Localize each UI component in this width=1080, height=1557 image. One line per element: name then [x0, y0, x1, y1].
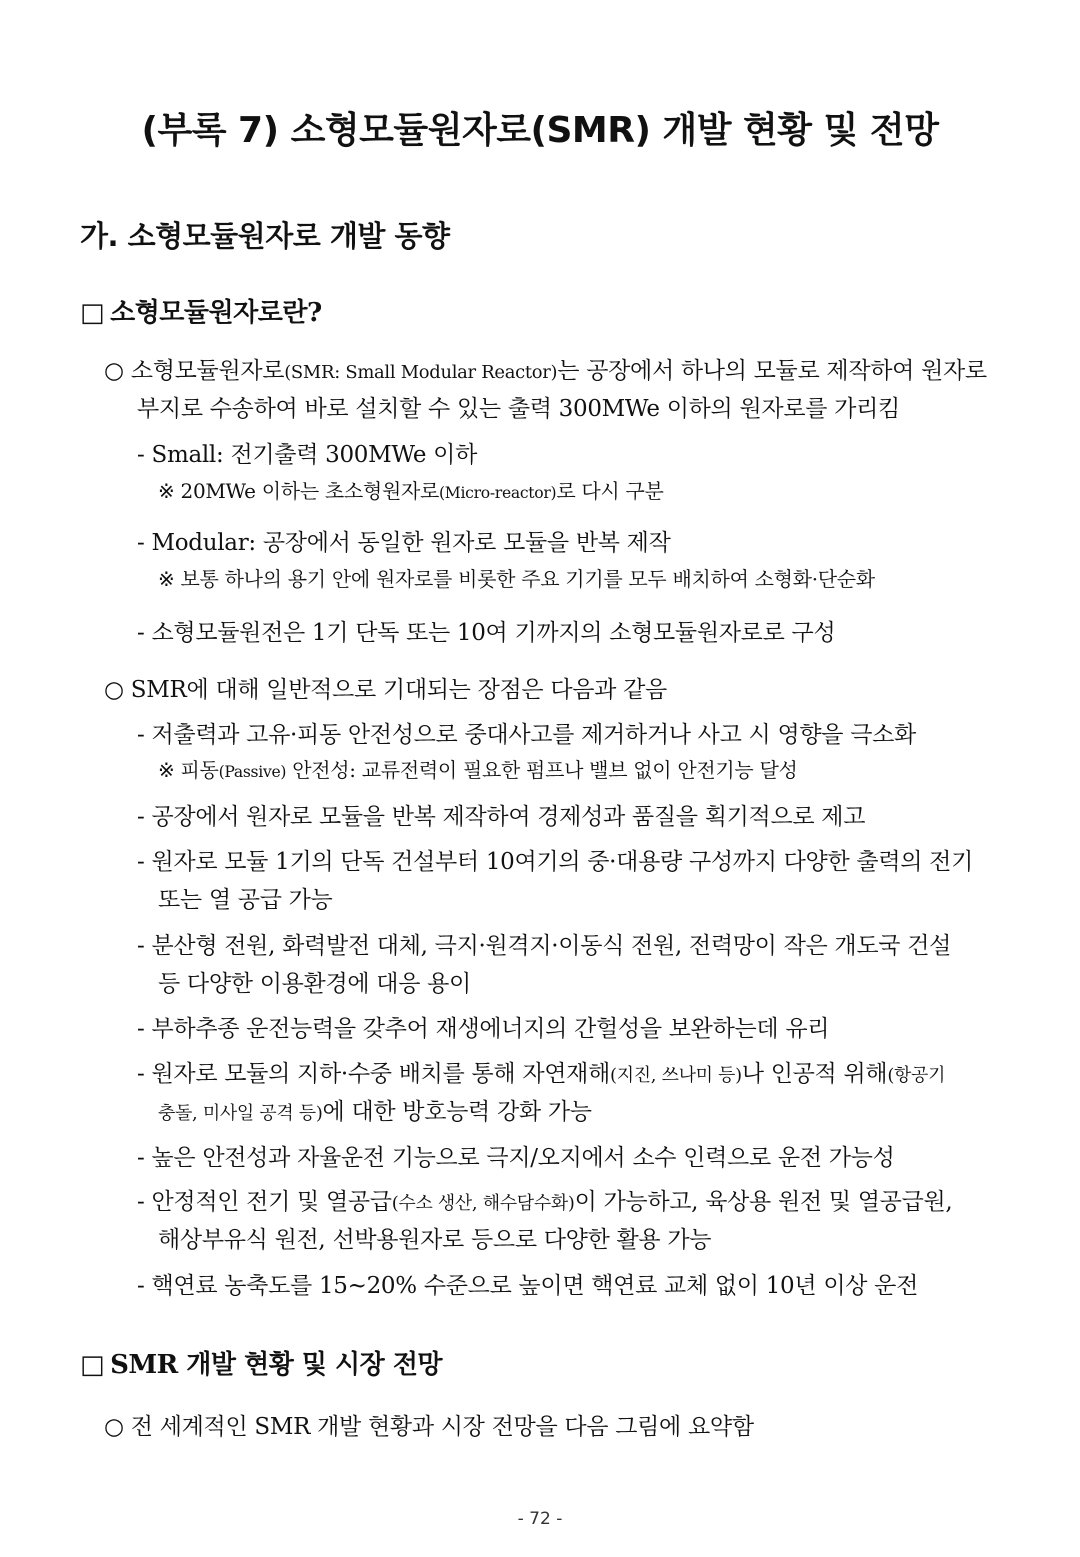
dash-bullet-icon: - [137, 849, 145, 875]
dash-bullet-icon: - [137, 804, 145, 830]
paragraph-smr-definition: ○ 소형모듈원자로(SMR: Small Modular Reactor)는 공장에서 하나의 모듈로 제작하여 원자로 [104, 358, 987, 384]
dash-item-output-range: - 원자로 모듈 1기의 단독 건설부터 10여기의 중·대용량 구성까지 다양한 출력의 전기 [137, 849, 973, 875]
circle-bullet-icon: ○ [104, 358, 124, 384]
dash-item-economy: - 공장에서 원자로 모듈을 반복 제작하여 경제성과 품질을 획기적으로 제고 [137, 804, 866, 830]
circle-bullet-icon: ○ [104, 1414, 124, 1440]
dash-item-modular: - Modular: 공장에서 동일한 원자로 모듈을 반복 제작 [137, 530, 671, 556]
section-heading-a: 가. 소형모듈원자로 개발 동향 [80, 219, 450, 253]
dash-bullet-icon: - [137, 933, 145, 959]
square-bullet-icon: □ [80, 1350, 105, 1380]
paragraph-smr-definition-cont: 부지로 수송하여 바로 설치할 수 있는 출력 300MWe 이하의 원자로를 가리킴 [137, 396, 900, 422]
page-number: - 72 - [517, 1509, 563, 1529]
dash-item-distributed-cont: 등 다양한 이용환경에 대응 용이 [158, 971, 471, 997]
reference-mark-icon: ※ [158, 758, 175, 782]
dash-item-protection: - 원자로 모듈의 지하·수중 배치를 통해 자연재해(지진, 쓰나미 등)나 인공적 위해(항공기 [137, 1061, 946, 1087]
circle-bullet-icon: ○ [104, 677, 124, 703]
subsection-heading-2 [80, 1344, 442, 1381]
dash-item-small: - Small: 전기출력 300MWe 이하 [137, 442, 478, 468]
dash-bullet-icon: - [137, 1145, 145, 1171]
dash-bullet-icon: - [137, 1016, 145, 1042]
reference-mark-icon: ※ [158, 479, 175, 503]
paragraph-market-outlook: ○ 전 세계적인 SMR 개발 현황과 시장 전망을 다음 그림에 요약함 [104, 1414, 754, 1440]
dash-bullet-icon: - [137, 620, 145, 646]
paragraph-smr-advantages: ○ SMR에 대해 일반적으로 기대되는 장점은 다음과 같음 [104, 677, 667, 703]
note-passive-safety: ※ 피동(Passive) 안전성: 교류전력이 필요한 펌프나 밸브 없이 안전기능 달성 [158, 758, 798, 782]
subsection-heading-2-text: SMR 개발 현황 및 시장 전망 [110, 1350, 443, 1380]
dash-bullet-icon: - [137, 1189, 145, 1215]
dash-bullet-icon: - [137, 722, 145, 748]
page-title: (부록 7) 소형모듈원자로(SMR) 개발 현황 및 전망 [141, 110, 939, 151]
dash-item-applications: - 안정적인 전기 및 열공급(수소 생산, 해수담수화)이 가능하고, 육상용 원전 및 열공급원, [137, 1189, 953, 1215]
note-micro-reactor: ※ 20MWe 이하는 초소형원자로(Micro-reactor)로 다시 구분 [158, 479, 664, 503]
dash-item-applications-cont: 해상부유식 원전, 선박용원자로 등으로 다양한 활용 가능 [158, 1227, 712, 1253]
dash-item-fuel: - 핵연료 농축도를 15~20% 수준으로 높이면 핵연료 교체 없이 10년 이상 운전 [137, 1273, 919, 1299]
subsection-heading-1-text: 소형모듈원자로란? [110, 298, 322, 328]
dash-item-load-following: - 부하추종 운전능력을 갖추어 재생에너지의 간헐성을 보완하는데 유리 [137, 1016, 830, 1042]
dash-item-protection-cont: 충돌, 미사일 공격 등)에 대한 방호능력 강화 가능 [158, 1099, 592, 1125]
dash-item-safety: - 저출력과 고유·피동 안전성으로 중대사고를 제거하거나 사고 시 영향을 극소화 [137, 722, 916, 748]
subsection-heading-1 [80, 292, 322, 329]
dash-item-composition: - 소형모듈원전은 1기 단독 또는 10여 기까지의 소형모듈원자로로 구성 [137, 620, 836, 646]
dash-bullet-icon: - [137, 530, 145, 556]
dash-bullet-icon: - [137, 442, 145, 468]
dash-item-autonomous: - 높은 안전성과 자율운전 기능으로 극지/오지에서 소수 인력으로 운전 가능성 [137, 1145, 895, 1171]
dash-item-distributed: - 분산형 전원, 화력발전 대체, 극지·원격지·이동식 전원, 전력망이 작은 개도국 건설 [137, 933, 952, 959]
dash-bullet-icon: - [137, 1061, 145, 1087]
dash-bullet-icon: - [137, 1273, 145, 1299]
dash-item-output-range-cont: 또는 열 공급 가능 [158, 887, 333, 913]
note-modular: ※ 보통 하나의 용기 안에 원자로를 비롯한 주요 기기를 모두 배치하여 소형화·단순화 [158, 567, 875, 591]
reference-mark-icon: ※ [158, 567, 175, 591]
square-bullet-icon: □ [80, 298, 105, 328]
